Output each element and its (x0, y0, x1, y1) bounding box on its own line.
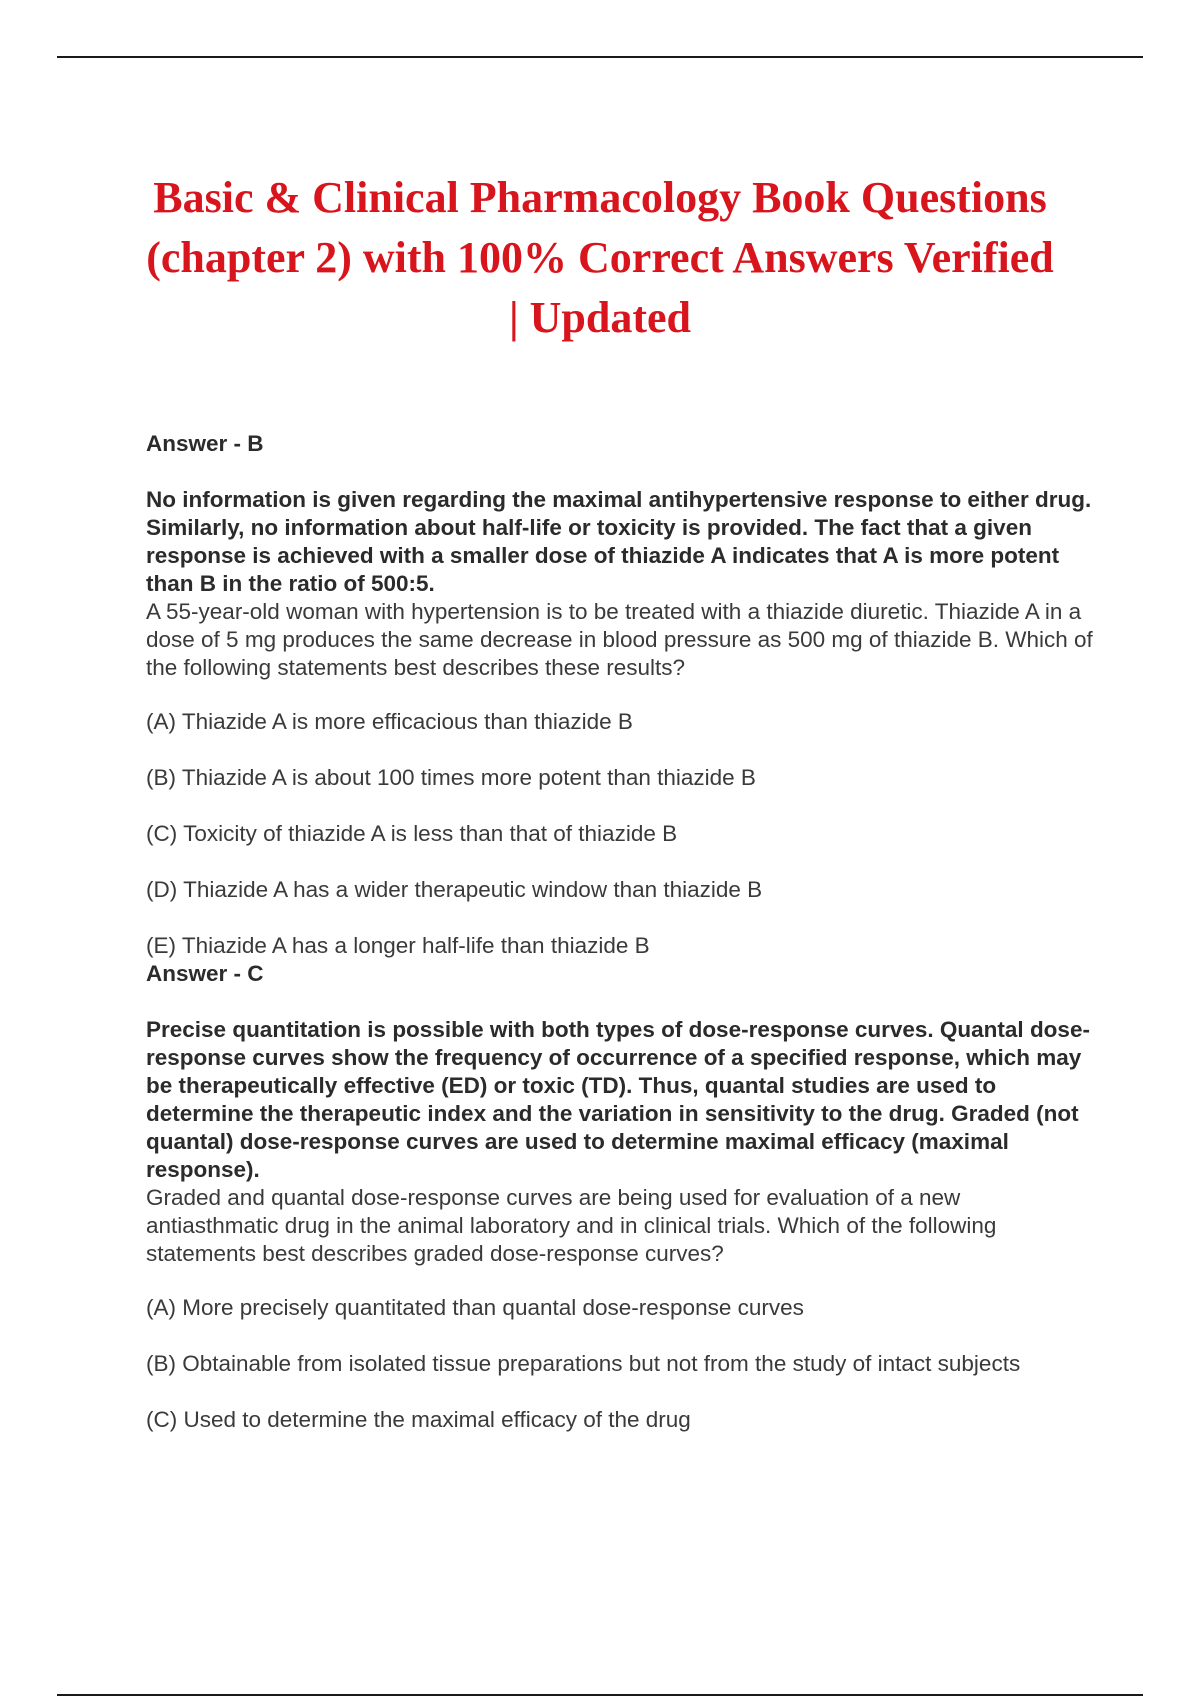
answer-option: (B) Obtainable from isolated tissue preparations but not from the study of intact subjects (146, 1351, 1021, 1376)
question-text: Graded and quantal dose-response curves are being used for evaluation of a new antiasthmatic drug in the animal laboratory and in clinical trials. Which of the following statements best describes graded dose-response curves? (146, 1185, 997, 1266)
document-title: Basic & Clinical Pharmacology Book Questions (chapter 2) with 100% Correct Answers Verified | Updated (146, 173, 1054, 342)
answer-option: (D) Thiazide A has a wider therapeutic window than thiazide B (146, 877, 763, 902)
answer-option: (C) Used to determine the maximal efficacy of the drug (146, 1407, 691, 1432)
top-rule (57, 56, 1143, 58)
answer-option: (B) Thiazide A is about 100 times more potent than thiazide B (146, 765, 756, 790)
answer-option: (E) Thiazide A has a longer half-life than thiazide B (146, 933, 650, 958)
answer-option: (A) More precisely quantitated than quantal dose-response curves (146, 1295, 804, 1320)
answer-option: (C) Toxicity of thiazide A is less than that of thiazide B (146, 821, 678, 846)
bottom-rule (57, 1694, 1143, 1696)
answer-explanation: No information is given regarding the maximal antihypertensive response to either drug. Similarly, no information about half-life or toxicity is provided. The fact that a given response is achieved with a smaller dose of thiazide A indicates that A is more potent than B in the ratio of 500:5. (146, 487, 1092, 596)
document-body (146, 430, 1096, 1434)
answer-explanation: Precise quantitation is possible with both types of dose-response curves. Quantal dose-response curves show the frequency of occurrence of a specified response, which may be therapeutically effective (ED) or toxic (TD). Thus, quantal studies are used to determine the therapeutic index and the variation in sensitivity to the drug. Graded (not quantal) dose-response curves are used to determine maximal efficacy (maximal response). (146, 1017, 1090, 1182)
answer-option: (A) Thiazide A is more efficacious than thiazide B (146, 709, 633, 734)
answer-label: Answer - C (146, 961, 264, 986)
answer-label: Answer - B (146, 431, 264, 456)
question-text: A 55-year-old woman with hypertension is to be treated with a thiazide diuretic. Thiazide A in a dose of 5 mg produces the same decrease in blood pressure as 500 mg of thiazide B. Which of the following statements best describes these results? (146, 599, 1093, 680)
